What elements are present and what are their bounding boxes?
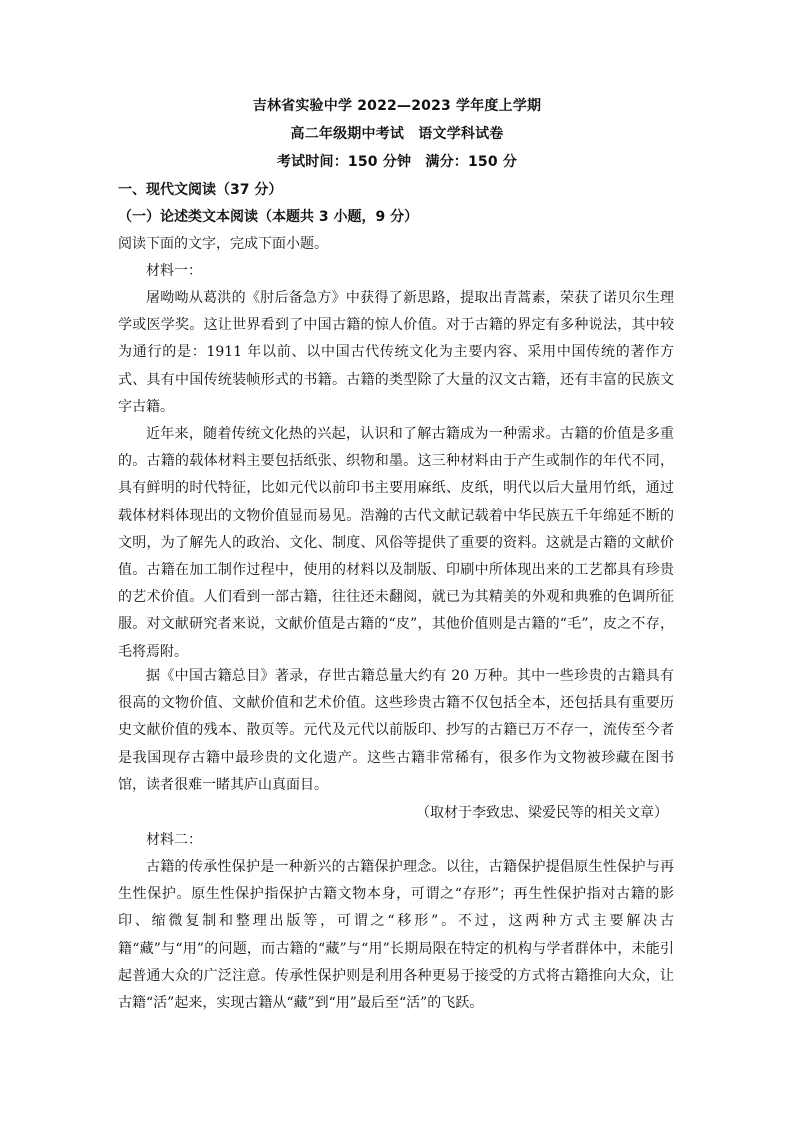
subsection-heading: （一）论述类文本阅读（本题共 3 小题，9 分）: [118, 209, 419, 225]
exam-time-info: 考试时间：150 分钟 满分：150 分: [276, 154, 518, 170]
material-1-source: （取材于李致忠、梁爱民等的相关文章）: [416, 805, 668, 821]
material-1-paragraph-1: 屠呦呦从葛洪的《肘后备急方》中获得了新思路，提取出青蒿素，荣获了诺贝尔生理学或医学奖。这让世界看到了中国古籍的惊人价值。对于古籍的界定有多种说法，其中较为通行的是：1911 年以前、以中国古代传统文化为主要内容、采用中国传统的著作方式、具有中国传统装帧形式的书籍。古籍的类型除了大量的汉文古籍，还有丰富的民族文字古籍。: [118, 290, 674, 415]
exam-title: 吉林省实验中学 2022—2023 学年度上学期: [252, 98, 542, 114]
material-2-label: 材料二：: [146, 832, 202, 848]
material-2-paragraph-1: 古籍的传承性保护是一种新兴的古籍保护理念。以往，古籍保护提倡原生性保护与再生性保护。原生性保护指保护古籍文物本身，可谓之“存形”；再生性保护指对古籍的影印、缩微复制和整理出版等，可谓之“移形”。不过，这两种方式主要解决古籍“藏”与“用”的问题，而古籍的“藏”与“用”长期局限在特定的机构与学者群体中，未能引起普通大众的广泛注意。传承性保护则是利用各种更易于接受的方式将古籍推向大众，让古籍“活”起来，实现古籍从“藏”到“用”最后至“活”的飞跃。: [118, 859, 674, 1012]
exam-subtitle: 高二年级期中考试 语文学科试卷: [290, 126, 504, 142]
material-1-label: 材料一：: [146, 263, 202, 279]
section-heading: 一、现代文阅读（37 分）: [118, 182, 283, 198]
material-1-paragraph-2: 近年来，随着传统文化热的兴起，认识和了解古籍成为一种需求。古籍的价值是多重的。古籍的载体材料主要包括纸张、织物和墨。这三种材料由于产生或制作的年代不同，具有鲜明的时代特征，比如元代以前印书主要用麻纸、皮纸，明代以后大量用竹纸，通过载体材料体现出的文物价值显而易见。浩瀚的古代文献记载着中华民族五千年绵延不断的文明，为了解先人的政治、文化、制度、风俗等提供了重要的资料。这就是古籍的文献价值。古籍在加工制作过程中，使用的材料以及制版、印刷中所体现出来的工艺都具有珍贵的艺术价值。人们看到一部古籍，往往还未翻阅，就已为其精美的外观和典雅的色调所征服。对文献研究者来说，文献价值是古籍的“皮”，其他价值则是古籍的“毛”，皮之不存，毛将焉附。: [118, 426, 674, 660]
reading-instruction: 阅读下面的文字，完成下面小题。: [118, 236, 328, 252]
material-1-paragraph-3: 据《中国古籍总目》著录，存世古籍总量大约有 20 万种。其中一些珍贵的古籍具有很高的文物价值、文献价值和艺术价值。这些珍贵古籍不仅包括全本，还包括具有重要历史文献价值的残本、散页等。元代及元代以前版印、抄写的古籍已万不存一，流传至今者是我国现存古籍中最珍贵的文化遗产。这些古籍非常稀有，很多作为文物被珍藏在图书馆，读者很难一睹其庐山真面目。: [118, 668, 674, 793]
